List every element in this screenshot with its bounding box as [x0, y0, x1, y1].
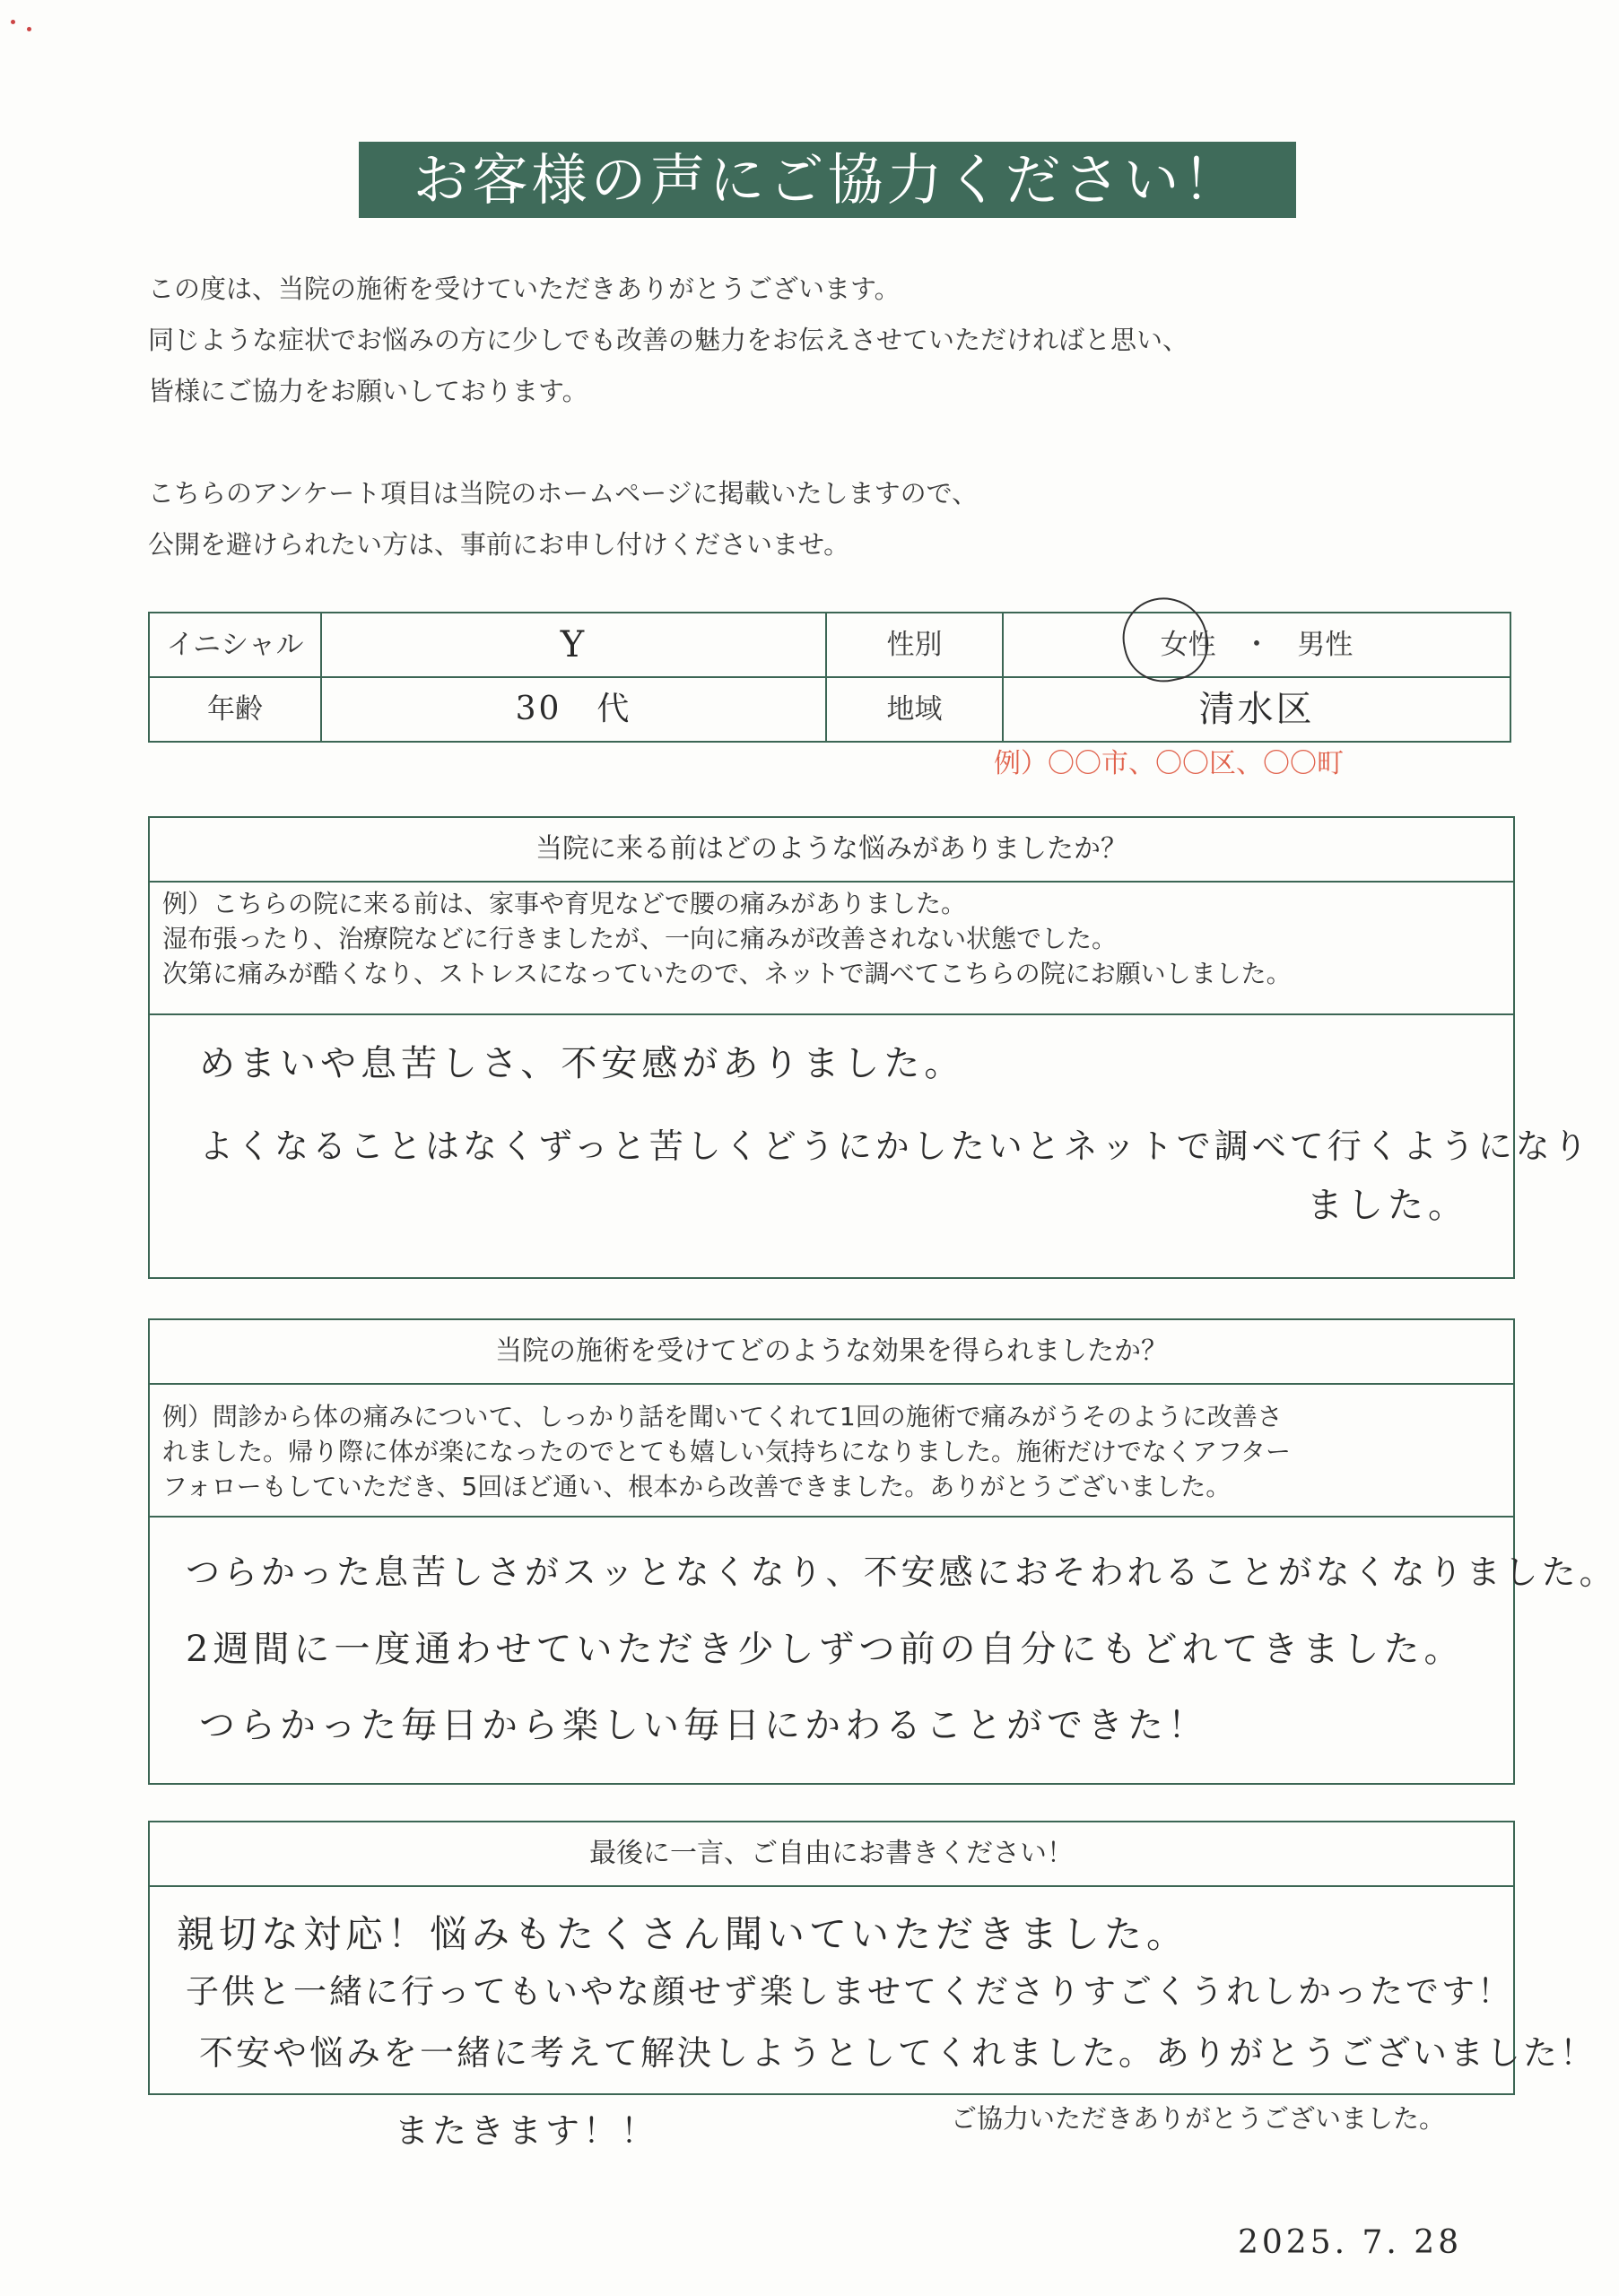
stray-mark	[11, 20, 15, 24]
question-1-heading: 当院に来る前はどのような悩みがありましたか？	[535, 833, 1127, 865]
example-line: 次第に痛みが酷くなり、ストレスになっていたので、ネットで調べてこちらの院にお願いしました。	[162, 959, 1292, 988]
question-3-answer-line: 不安や悩みを一緒に考えて解決しようとしてくれました。ありがとうございました！	[199, 2033, 1597, 2073]
intro-line: 同じような症状でお悩みの方に少しでも改善の魅力をお伝えさせていただければと思い、	[148, 325, 1189, 355]
closing-printed: ご協力いただきありがとうございました。	[951, 2103, 1446, 2134]
question-2-answer-line: 2週間に一度通わせていただき少しずつ前の自分にもどれてきました。	[186, 1629, 1465, 1670]
example-line: れました。帰り際に体が楽になったのでとても嬉しい気持ちになりました。施術だけでなくアフター	[162, 1437, 1292, 1466]
region-label: 地域	[886, 693, 943, 726]
gender-options	[1004, 613, 1510, 676]
gender-male-option: 男性	[1297, 629, 1354, 661]
question-2-answer-line: つらかった息苦しさがスッとなくなり、不安感におそわれることがなくなりました。	[186, 1552, 1617, 1592]
age-label: 年齢	[207, 693, 263, 726]
example-line: 例）問診から体の痛みについて、しっかり話を聞いてくれて1回の施術で痛みがうそのように改善さ	[162, 1402, 1283, 1431]
question-2-section	[148, 1318, 1617, 1785]
page-title: お客様の声にご協力ください！	[359, 142, 1296, 218]
question-2-example	[162, 1399, 1291, 1504]
closing-handwritten: またきます！！	[395, 2111, 659, 2151]
example-line: フォローもしていただき、5回ほど通い、根本から改善できました。ありがとうございました。	[162, 1472, 1232, 1501]
region-value: 清水区	[1198, 689, 1315, 730]
info-table	[148, 612, 1511, 743]
question-3-answer-line: 子供と一緒に行ってもいやな顔せず楽しませてくださりすごくうれしかったです！	[186, 1972, 1513, 2011]
question-1-example	[162, 886, 1292, 991]
example-line: 湿布張ったり、治療院などに行きましたが、一向に痛みが改善されない状態でした。	[162, 924, 1118, 953]
question-3-heading: 最後に一言、ご自由にお書きください！	[589, 1838, 1074, 1869]
question-3-answer-line: 親切な対応！悩みもたくさん聞いていただきました。	[177, 1912, 1189, 1956]
question-3-section	[148, 1821, 1597, 2095]
initial-label: イニシャル	[166, 629, 304, 661]
intro-line: 公開を避けられたい方は、事前にお申し付けくださいませ。	[148, 529, 850, 560]
region-example: 例）〇〇市、〇〇区、〇〇町	[994, 748, 1344, 779]
example-line: 例）こちらの院に来る前は、家事や育児などで腰の痛みがありました。	[162, 889, 967, 918]
gender-female-option: 女性	[1160, 629, 1216, 661]
gender-separator: ・	[1242, 629, 1271, 661]
question-1-section	[148, 816, 1591, 1279]
question-1-answer-line: めまいや息苦しさ、不安感がありました。	[199, 1043, 965, 1084]
intro-line: この度は、当院の施術を受けていただきありがとうございます。	[148, 274, 901, 304]
intro-line: こちらのアンケート項目は当院のホームページに掲載いたしますので、	[148, 478, 979, 509]
age-value: 30 代	[515, 691, 632, 727]
question-1-answer-line: ました。	[1307, 1185, 1468, 1226]
initial-value: Y	[560, 624, 588, 665]
stray-mark	[27, 27, 31, 31]
question-2-heading: 当院の施術を受けてどのような効果を得られましたか？	[495, 1335, 1168, 1367]
date: 2025. 7. 28	[1238, 2224, 1463, 2261]
question-2-answer-line: つらかった毎日から楽しい毎日にかわることができた！	[199, 1705, 1208, 1746]
gender-label: 性別	[886, 629, 943, 661]
intro-line: 皆様にご協力をお願いしております。	[148, 376, 588, 406]
question-1-answer-line: よくなることはなくずっと苦しくどうにかしたいとネットで調べて行くようになり	[199, 1126, 1591, 1166]
